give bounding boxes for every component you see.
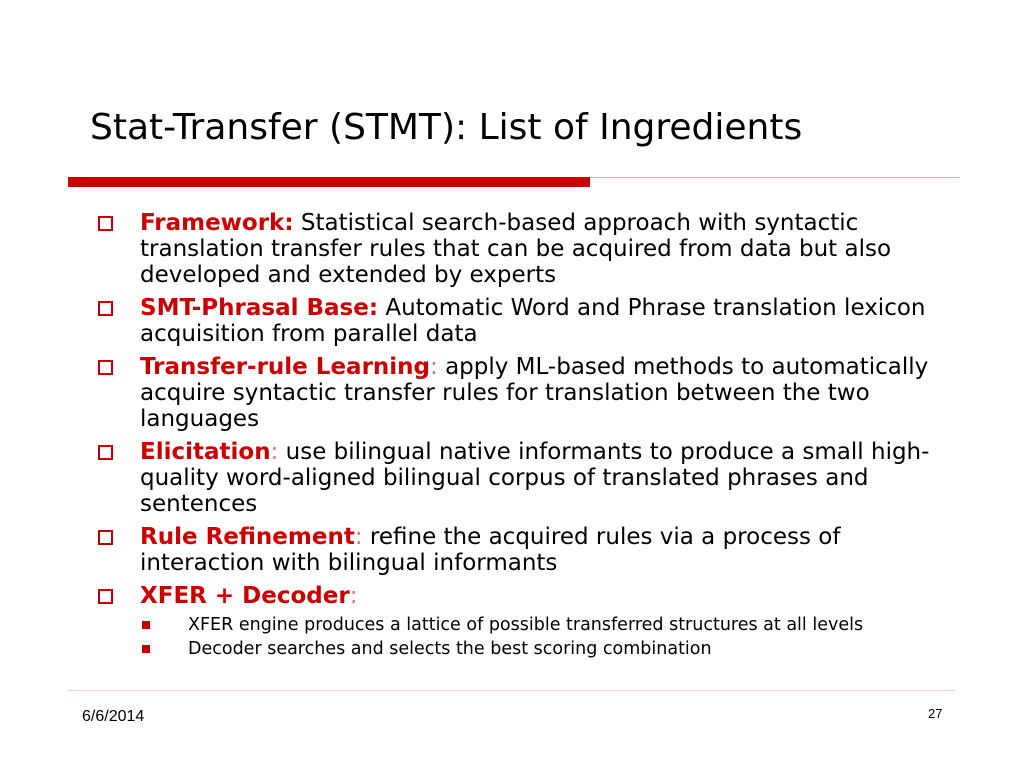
filled-square-bullet-icon — [142, 621, 150, 629]
bullet-term: Transfer-rule Learning — [140, 354, 431, 380]
slide-title: Stat-Transfer (STMT): List of Ingredients — [90, 107, 803, 148]
bullet-item-smt-phrasal-base — [98, 295, 968, 347]
sub-bullet-item — [140, 613, 968, 637]
bullet-item-transfer-rule-learning — [98, 354, 968, 432]
hollow-square-bullet-icon — [98, 530, 113, 545]
filled-square-bullet-icon — [142, 645, 150, 653]
bullet-text: use bilingual native informants to produce a small high-quality word-aligned bilingual corpus of translated phrases and sentences — [140, 439, 930, 517]
title-underline-thick — [68, 177, 590, 187]
hollow-square-bullet-icon — [98, 589, 113, 604]
bullet-text: refine the acquired rules via a process of interaction with bilingual informants — [140, 524, 841, 576]
bullet-colon: : — [270, 439, 279, 465]
bullet-term: XFER + Decoder — [140, 583, 350, 609]
sub-bullet-text: Decoder searches and selects the best scoring combination — [188, 639, 712, 659]
bullet-text: Statistical search-based approach with syntactic translation transfer rules that can be acquired from data but also developed and extended by experts — [140, 210, 892, 288]
slide-page-number: 27 — [928, 706, 943, 721]
slide-date: 6/6/2014 — [82, 708, 145, 725]
bullet-term: Rule Refinement — [140, 524, 355, 550]
bullet-term: SMT-Phrasal Base: — [140, 295, 379, 321]
hollow-square-bullet-icon — [98, 216, 113, 231]
hollow-square-bullet-icon — [98, 360, 113, 375]
sub-bullet-item — [140, 637, 968, 661]
bullet-text: apply ML-based methods to automatically acquire syntactic transfer rules for translation between the two languages — [140, 354, 929, 432]
hollow-square-bullet-icon — [98, 301, 113, 316]
bullet-colon: : — [430, 354, 438, 380]
bullet-item-framework — [98, 210, 968, 288]
bullet-item-rule-refinement — [98, 524, 968, 576]
bullet-term: Elicitation — [140, 439, 271, 465]
bullet-term: Framework: — [140, 210, 294, 236]
sub-bullet-text: XFER engine produces a lattice of possible transferred structures at all levels — [188, 615, 864, 635]
bullet-text: Automatic Word and Phrase translation lexicon acquisition from parallel data — [140, 295, 926, 347]
bullet-colon: : — [349, 583, 358, 609]
bullet-item-xfer-decoder — [98, 583, 968, 661]
sub-bullet-list — [140, 613, 968, 661]
bullet-item-elicitation — [98, 439, 968, 517]
footer-divider — [68, 690, 955, 691]
title-underline-thin — [590, 177, 960, 178]
bullet-colon: : — [354, 524, 363, 550]
bullet-list — [98, 210, 968, 668]
hollow-square-bullet-icon — [98, 445, 113, 460]
